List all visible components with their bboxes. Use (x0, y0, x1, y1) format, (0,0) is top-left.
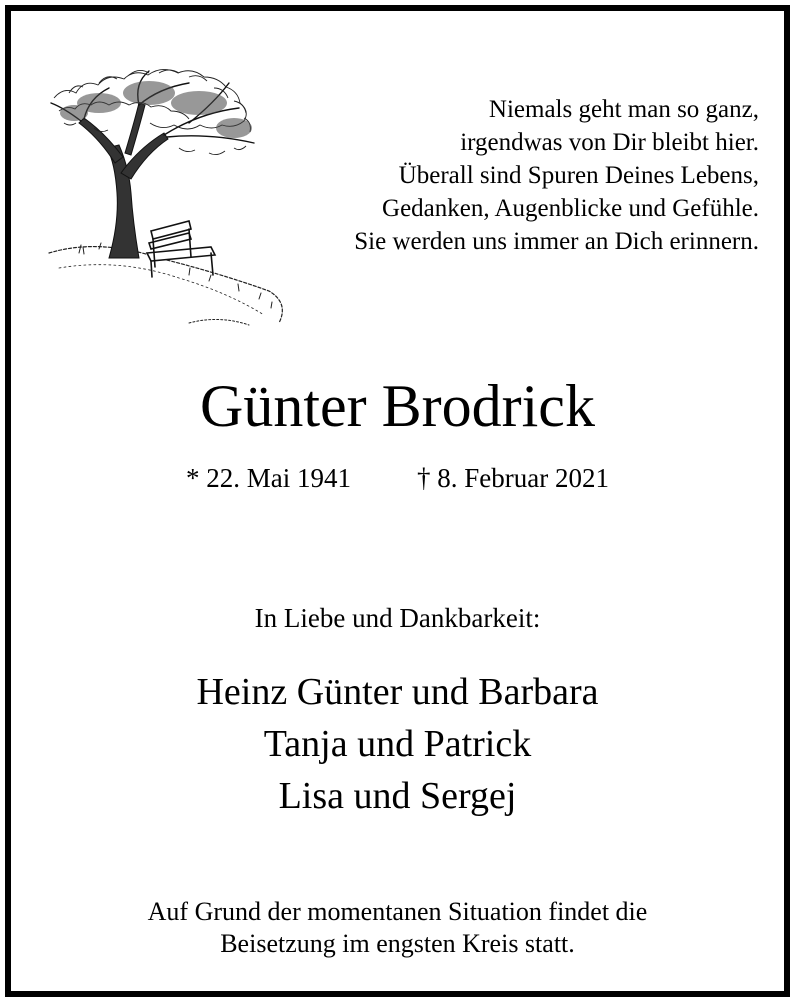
deceased-name: Günter Brodrick (200, 373, 595, 439)
poem-line: irgendwas von Dir bleibt hier. (460, 129, 759, 156)
mourner-entry: Tanja und Patrick (263, 723, 532, 765)
poem (239, 93, 759, 258)
notice-line: Auf Grund der momentanen Situation findet die (147, 897, 648, 926)
obituary-card (5, 5, 790, 997)
funeral-notice (11, 896, 784, 960)
dedication: In Liebe und Dankbarkeit: (254, 603, 541, 633)
poem-line: Sie werden uns immer an Dich erinnern. (354, 228, 759, 255)
mourners-list (11, 666, 784, 822)
poem-line: Überall sind Spuren Deines Lebens, (398, 162, 759, 189)
birth-date: * 22. Mai 1941 (186, 463, 352, 493)
poem-line: Niemals geht man so ganz, (488, 96, 759, 123)
mourner-entry: Heinz Günter und Barbara (196, 671, 599, 713)
mourner-entry: Lisa und Sergej (278, 775, 517, 817)
life-dates (11, 461, 784, 495)
death-date: † 8. Februar 2021 (417, 463, 609, 493)
notice-line: Beisetzung im engsten Kreis statt. (220, 929, 575, 958)
poem-line: Gedanken, Augenblicke und Gefühle. (382, 195, 759, 222)
